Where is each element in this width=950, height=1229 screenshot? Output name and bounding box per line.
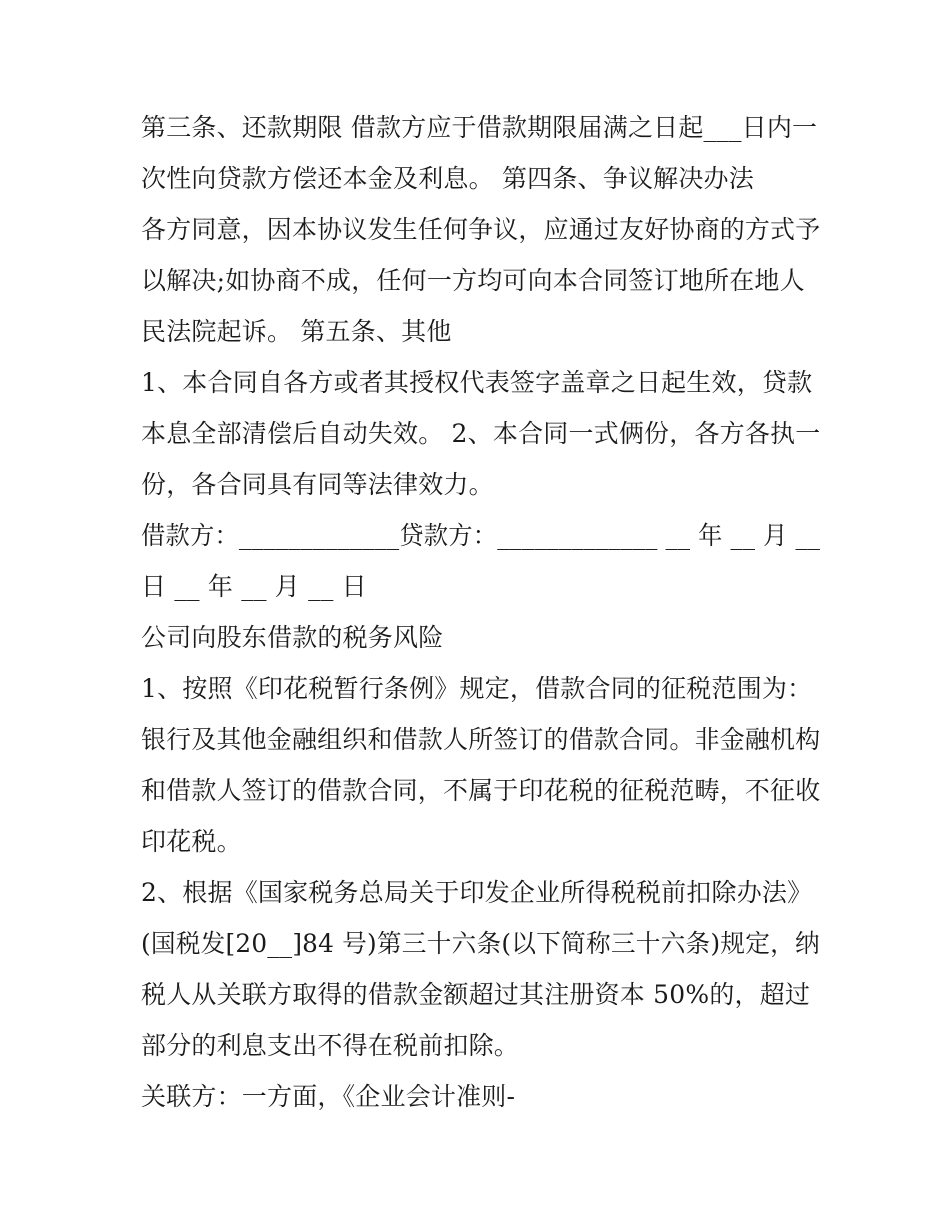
text-line: 部分的利息支出不得在税前扣除。 <box>141 1031 520 1060</box>
text-line: 和借款人签订的借款合同，不属于印花税的征税范畴，不征收 <box>141 776 821 805</box>
text-line: 日 __ 年 __ 月 __ 日 <box>141 572 367 601</box>
text-line: 本息全部清偿后自动失效。 2、本合同一式俩份，各方各执一 <box>141 419 821 448</box>
text-line: 次性向贷款方偿还本金及利息。 第四条、争议解决办法 <box>141 164 754 193</box>
text-line: 以解决;如协商不成，任何一方均可向本合同签订地所在地人 <box>141 266 805 295</box>
text-line: 份，各合同具有同等法律效力。 <box>141 470 494 499</box>
text-line: 借款方：_____________贷款方：_____________ __ 年 __ 月 __ <box>141 521 821 550</box>
section-heading: 公司向股东借款的税务风险 <box>141 623 444 652</box>
text-line: 第三条、还款期限 借款方应于借款期限届满之日起___日内一 <box>141 113 818 142</box>
text-line: 印花税。 <box>141 827 242 856</box>
text-line: 1、按照《印花税暂行条例》规定，借款合同的征税范围为： <box>141 674 813 703</box>
text-line: 税人从关联方取得的借款金额超过其注册资本 50%的，超过 <box>141 980 811 1009</box>
text-line: 1、本合同自各方或者其授权代表签字盖章之日起生效，贷款 <box>141 368 813 397</box>
text-line: 2、根据《国家税务总局关于印发企业所得税税前扣除办法》 <box>141 878 813 907</box>
text-line: 民法院起诉。 第五条、其他 <box>141 317 452 346</box>
text-line: (国税发[20__]84 号)第三十六条(以下简称三十六条)规定，纳 <box>141 929 820 958</box>
text-line: 各方同意，因本协议发生任何争议，应通过友好协商的方式予 <box>141 215 821 244</box>
text-line: 关联方：一方面，《企业会计准则- <box>141 1082 516 1111</box>
text-line: 银行及其他金融组织和借款人所签订的借款合同。非金融机构 <box>141 725 821 754</box>
